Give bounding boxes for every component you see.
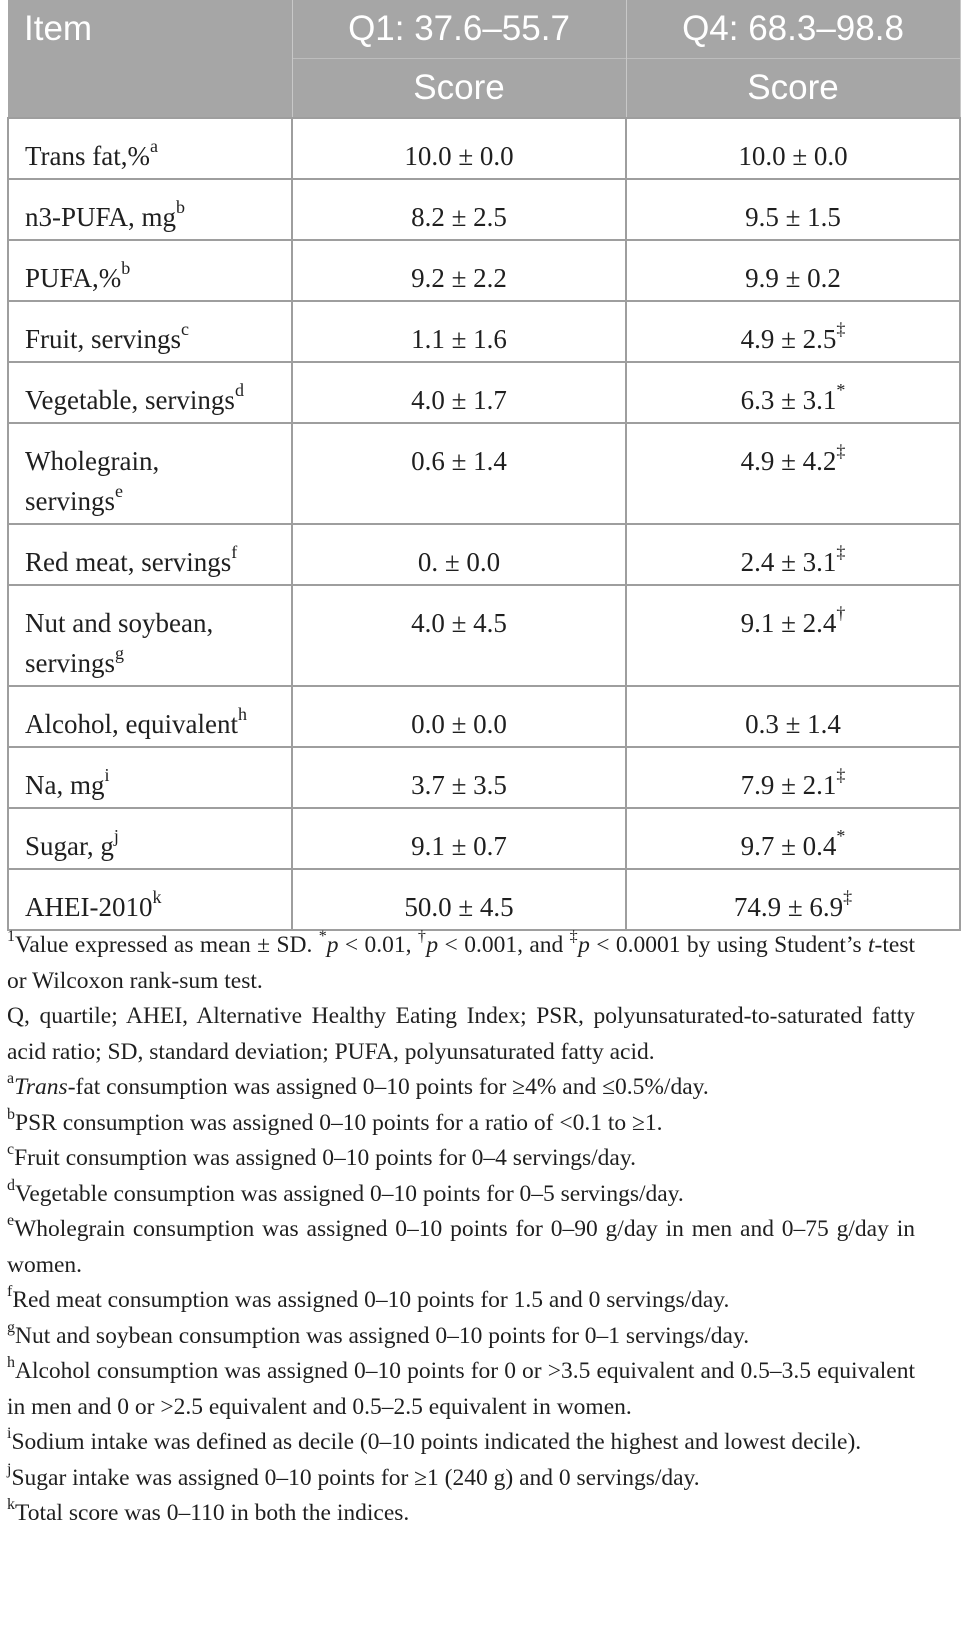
q1-value: 0.0 ± 0.0 — [292, 686, 626, 747]
q4-value: 9.7 ± 0.4* — [626, 808, 960, 869]
q1-value: 9.2 ± 2.2 — [292, 240, 626, 301]
row-label: AHEI-2010$^k$ — [8, 869, 292, 930]
footnote-j: $^j$Sugar intake was assigned 0–10 points for ≥1 (240 g) and 0 servings/day. — [7, 1460, 700, 1491]
q4-value: 9.1 ± 2.4† — [626, 585, 960, 686]
footnote-abbreviations: Q, quartile; AHEI, Alternative Healthy Eating Index; PSR, polyunsaturated-to-saturated fatty acid ratio; SD, standard deviation; PUFA, polyunsaturated fatty acid. — [7, 1003, 915, 1065]
row-label: n3-PUFA, $mg^b$ — [8, 179, 292, 240]
row-label: Na, $mg^i$ — [8, 747, 292, 808]
q4-value: 9.5 ± 1.5 — [626, 179, 960, 240]
q1-value: 9.1 ± 0.7 — [292, 808, 626, 869]
row-label: Fruit, servings$^c$ — [8, 301, 292, 362]
footnote-g: $^g$Nut and soybean consumption was assigned 0–10 points for 0–1 servings/day. — [7, 1318, 750, 1349]
table-row — [8, 686, 960, 747]
table-row — [8, 118, 960, 179]
row-label: Trans fat,%$^a$ — [8, 118, 292, 179]
q4-value: 0.3 ± 1.4 — [626, 686, 960, 747]
q4-value: 4.9 ± 2.5‡ — [626, 301, 960, 362]
footnote-k: $^k$Total score was 0–110 in both the indices. — [7, 1496, 410, 1526]
footnote-h: $^h$Alcohol consumption was assigned 0–10 points for 0 or >3.5 equivalent and 0.5–3.5 equivalent in men and 0 or >2.5 equivalent and 0.5–2.5 equivalent in women. — [7, 1354, 915, 1420]
table-row — [8, 423, 960, 524]
q1-value: 0.6 ± 1.4 — [292, 423, 626, 524]
header-item: Item — [8, 0, 292, 59]
header-q1-range: Q1: 37.6–55.7 — [292, 0, 626, 59]
q4-value: 4.9 ± 4.2‡ — [626, 423, 960, 524]
ahei-score-table — [7, 0, 961, 931]
header-q4-score: Score — [626, 59, 960, 119]
table-row — [8, 524, 960, 585]
table-row — [8, 301, 960, 362]
table-header — [8, 0, 960, 118]
header-item-blank — [8, 59, 292, 119]
header-q4-range: Q4: 68.3–98.8 — [626, 0, 960, 59]
row-label: PUFA,%$^b$ — [8, 240, 292, 301]
row-label: Alcohol, equivalent$^h$ — [8, 686, 292, 747]
table-footnotes — [7, 928, 915, 1532]
q1-value: 4.0 ± 4.5 — [292, 585, 626, 686]
footnote-e: $^e$Wholegrain consumption was assigned 0–10 points for 0–90 g/day in men and 0–75 g/day in women. — [7, 1212, 915, 1278]
q1-value: 50.0 ± 4.5 — [292, 869, 626, 930]
q4-value: 6.3 ± 3.1* — [626, 362, 960, 423]
q4-value: 2.4 ± 3.1‡ — [626, 524, 960, 585]
q4-value: 10.0 ± 0.0 — [626, 118, 960, 179]
row-label: Sugar, $g^j$ — [8, 808, 292, 869]
footnote-f: $^f$Red meat consumption was assigned 0–10 points for 1.5 and 0 servings/day. — [7, 1283, 730, 1313]
row-label: Nut and soybean, servings$^g$ — [8, 585, 292, 686]
q4-value: 7.9 ± 2.1‡ — [626, 747, 960, 808]
footnote-i: $^i$Sodium intake was defined as decile (0–10 points indicated the highest and lowest decile). — [7, 1425, 862, 1455]
footnote-c: $^c$Fruit consumption was assigned 0–10 points for 0–4 servings/day. — [7, 1141, 636, 1171]
table-row — [8, 240, 960, 301]
q1-value: 0. ± 0.0 — [292, 524, 626, 585]
table-row — [8, 869, 960, 930]
q1-value: 1.1 ± 1.6 — [292, 301, 626, 362]
q4-value: 74.9 ± 6.9‡ — [626, 869, 960, 930]
q1-value: 3.7 ± 3.5 — [292, 747, 626, 808]
table-row — [8, 747, 960, 808]
q1-value: 4.0 ± 1.7 — [292, 362, 626, 423]
row-label: Wholegrain, servings$^e$ — [8, 423, 292, 524]
table-row — [8, 585, 960, 686]
footnote-1: $^1$Value expressed as mean ± SD. *p < 0.01, †p < 0.001, and ‡p < 0.0001 by using Student’s t-test or Wilcoxon rank-sum test. — [7, 928, 915, 994]
footnote-d: $^d$Vegetable consumption was assigned 0–10 points for 0–5 servings/day. — [7, 1176, 684, 1207]
row-label: Red meat, servings$^f$ — [8, 524, 292, 585]
q1-value: 10.0 ± 0.0 — [292, 118, 626, 179]
table-row — [8, 808, 960, 869]
table-row — [8, 362, 960, 423]
footnote-b: $^b$PSR consumption was assigned 0–10 points for a ratio of <0.1 to ≥1. — [7, 1105, 663, 1136]
header-q1-score: Score — [292, 59, 626, 119]
q4-value: 9.9 ± 0.2 — [626, 240, 960, 301]
table-row — [8, 179, 960, 240]
footnote-a: $^a$Trans-fat consumption was assigned 0–10 points for ≥4% and ≤0.5%/day. — [7, 1070, 709, 1100]
q1-value: 8.2 ± 2.5 — [292, 179, 626, 240]
row-label: Vegetable, servings$^d$ — [8, 362, 292, 423]
